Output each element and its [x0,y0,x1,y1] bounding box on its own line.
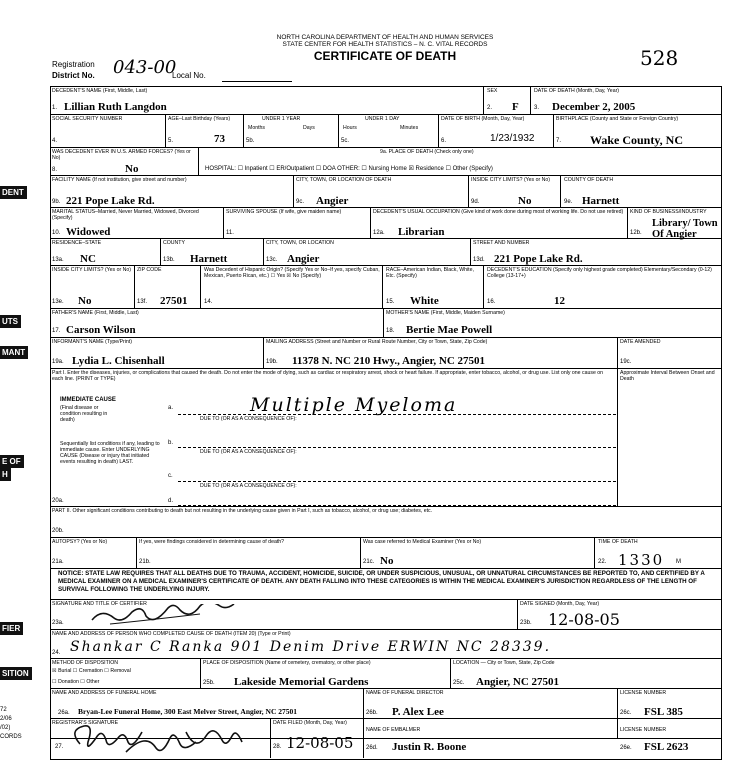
inside-city-limits: No [518,195,532,207]
disposition-options: ☒ Burial ☐ Cremation ☐ Removal [52,668,131,674]
residence-street: 221 Pope Lake Rd. [494,253,583,265]
notice-text: NOTICE: STATE LAW REQUIRES THAT ALL DEATHS DUE TO TRAUMA, ACCIDENT, HOMICIDE, SUICIDE, OR UNDER SUSPICIOUS, UNUSUAL, OR UNNATURAL CIRCUMSTANCES BE REPORTED TO, AND CERTIFIED BY A MEDICAL EXAMINER ON A MEDICAL EXAMINER'S CERTIFICATE OF DEATH. ANY DEATH FALLING INTO THESE CATEGORIES IS WITHIN THE MEDICAL EXAMINER'S JURISDICTION REGARDLESS OF THE LENGTH OF SURVIVAL FOLLOWING THE UNDERLYING INJURY. [58,570,705,593]
district-label: District No. [52,71,95,80]
residence-state: NC [80,253,96,265]
zip-label: ZIP CODE [137,267,162,273]
mailing-address: 11378 N. NC 210 Hwy., Angier, NC 27501 [292,355,486,367]
place-of-disposition: Lakeside Memorial Gardens [234,676,369,688]
disposition-method-label: METHOD OF DISPOSITION [52,660,118,666]
side-tab-informant: MANT [0,346,28,359]
agency-line-1: NORTH CAROLINA DEPARTMENT OF HEALTH AND HUMAN SERVICES [276,34,494,41]
armed-forces-label: WAS DECEDENT EVER IN U.S. ARMED FORCES? (Yes or No) [52,149,191,161]
immediate-cause-label: IMMEDIATE CAUSE [60,397,116,403]
director-label: NAME OF FUNERAL DIRECTOR [366,690,444,696]
embalmer-label: NAME OF EMBALMER [366,727,421,733]
director-license: FSL 385 [644,706,683,718]
residence-city-label: CITY, TOWN, OR LOCATION [266,240,334,246]
place-of-disposition-label: PLACE OF DISPOSITION (Name of cemetery, crematory, or other place) [203,660,371,666]
certificate-number: 528 [640,46,679,70]
interval-label: Approximate Interval Between Onset and Death [620,370,715,382]
funeral-home: Bryan-Lee Funeral Home, 300 East Melver Street, Angier, NC 27501 [78,707,297,716]
registration-label: Registration [52,60,95,69]
city-of-death: Angier [316,195,349,207]
mother-label: MOTHER'S NAME (First, Middle, Maiden Surname) [386,310,505,316]
part-2-text: PART II. Other significant conditions contributing to death but not resulting in the underlying cause given in Part I, such as tobacco, alcohol, or drug use; diabetes, etc. [52,508,433,514]
completer-label: NAME AND ADDRESS OF PERSON WHO COMPLETED CAUSE OF DEATH (ITEM 20) (Type or Print) [52,631,291,637]
side-tab-disposition: SITION [0,667,32,680]
date-signed-label: DATE SIGNED (Month, Day, Year) [520,601,600,607]
date-filed: 12-08-05 [286,734,354,752]
immediate-cause-sub: (Final disease or condition resulting in death) [60,405,108,423]
res-inside-city-label: INSIDE CITY LIMITS? (Yes or No) [52,267,131,273]
ssn-label: SOCIAL SECURITY NUMBER [52,116,123,122]
margin-code-4: CORDS [0,734,22,740]
age-value: 73 [214,133,225,145]
street-label: STREET AND NUMBER [473,240,530,246]
time-of-death: 1330 [618,551,665,569]
residence-state-label: RESIDENCE–STATE [52,240,102,246]
occupation-label: DECEDENT'S USUAL OCCUPATION (Give kind of work done during most of working life. Do not use retired) [373,209,624,215]
place-of-death-label: 9a. PLACE OF DEATH (Check only one) [380,149,474,155]
decedent-name: Lillian Ruth Langdon [64,101,167,113]
agency-line-2: STATE CENTER FOR HEALTH STATISTICS – N. C. VITAL RECORDS [282,41,488,48]
margin-code-2: 2/06 [0,716,12,722]
informant-label: INFORMANT'S NAME (Type/Print) [52,339,132,345]
margin-code-1: 72 [0,707,7,713]
hours-label: Hours [343,125,357,131]
license-label-1: LICENSE NUMBER [620,690,667,696]
residence-county: Harnett [190,253,228,265]
under-1-year-label: UNDER 1 YEAR [262,116,301,122]
kind-of-business: Library/ Town Of Angier [652,218,718,240]
under-1-day-label: UNDER 1 DAY [365,116,400,122]
education: 12 [554,295,565,307]
age-label: AGE–Last Birthday (Years) [168,116,231,122]
date-amended-label: DATE AMENDED [620,339,661,345]
informant-name: Lydia L. Chisenhall [72,355,165,367]
city-of-death-label: CITY, TOWN, OR LOCATION OF DEATH [296,177,392,183]
date-filed-label: DATE FILED (Month, Day, Year) [273,720,347,726]
certifier-signature-image [90,604,240,628]
marital-status: Widowed [66,226,111,238]
side-tab-cause-of: E OF [0,455,24,468]
mailing-address-label: MAILING ADDRESS (Street and Number or Rural Route Number, City or Town, State, Zip Code) [266,339,488,345]
district-number: 043-00 [113,57,177,78]
due-to-a: DUE TO (OR AS A CONSEQUENCE OF): [200,416,297,422]
res-inside-city: No [78,295,92,307]
cause-a: Multiple Myeloma [250,394,458,416]
margin-code-3: /02) [0,725,11,731]
sex-label: SEX [487,88,498,94]
side-tab-decedent: DENT [0,186,27,199]
date-of-death: December 2, 2005 [552,101,636,113]
county-label: COUNTY [163,240,185,246]
minutes-label: Minutes [400,125,419,131]
side-tab-certifier: FIER [0,622,23,635]
hispanic-origin-label: Was Decedent of Hispanic Origin? (Specify Yes or No–If yes, specify Cuban, Mexican, Puerto Rican, etc.) ☐ Yes ☒ No (Specify) [204,267,380,279]
medical-examiner-label: Was case referred to Medical Examiner (Yes or No) [363,539,482,545]
place-of-death-options: HOSPITAL: ☐ Inpatient ☐ ER/Outpatient ☐ DOA OTHER: ☐ Nursing Home ☒ Residence ☐ Other (Specify) [205,166,493,172]
father-name: Carson Wilson [66,324,136,336]
months-label: Months [248,125,266,131]
birthplace: Wake County, NC [590,133,684,147]
embalmer-name: Justin R. Boone [392,741,467,753]
business-label: KIND OF BUSINESS/INDUSTRY [630,209,707,215]
registrar-signature-label: REGISTRAR'S SIGNATURE [52,720,119,726]
time-suffix: M [676,559,681,565]
mother-name: Bertie Mae Powell [406,324,493,336]
education-label: DECEDENT'S EDUCATION (Specify only highest grade completed) Elementary/Secondary (0-12) College (13-17+) [487,267,712,279]
completer-name-address: Shankar C Ranka 901 Denim Drive ERWIN NC 28339. [70,639,552,655]
findings-label: If yes, were findings considered in determining cause of death? [139,539,285,545]
local-number-label: Local No. [172,71,206,80]
signature-label: SIGNATURE AND TITLE OF CERTIFIER [52,601,147,607]
side-tab-death: H [0,468,11,481]
inside-city-label: INSIDE CITY LIMITS? (Yes or No) [471,177,550,183]
date-signed: 12-08-05 [548,610,620,629]
county-of-death-label: COUNTY OF DEATH [564,177,614,183]
license-label-2: LICENSE NUMBER [620,727,667,733]
armed-forces: No [125,163,139,175]
disposition-options-2: ☐ Donation ☐ Other [52,679,100,685]
certificate-title: CERTIFICATE OF DEATH [313,49,457,63]
funeral-director: P. Alex Lee [392,706,444,718]
zip-code: 27501 [160,295,188,307]
date-of-death-label: DATE OF DEATH (Month, Day, Year) [534,88,620,94]
part-1-instructions: Part I. Enter the diseases, injuries, or complications that caused the death. Do not enter the mode of dying, such as cardiac or respiratory arrest, shock or heart failure. If appropriate, enter tobacco, alcohol, or drug use. List only one cause on each line. (PRINT or TYPE) [52,370,604,382]
race-label: RACE–American Indian, Black, White, Etc. (Specify) [386,267,474,279]
county-of-death: Harnett [582,195,620,207]
dob-label: DATE OF BIRTH (Month, Day, Year) [441,116,525,122]
marital-status-label: MARITAL STATUS–Married, Never Married, Widowed, Divorced (Specify) [52,209,199,221]
decedent-name-label: DECEDENT'S NAME (First, Middle, Last) [52,88,148,94]
race: White [410,295,439,307]
embalmer-license: FSL 2623 [644,741,689,753]
due-to-c: DUE TO (OR AS A CONSEQUENCE OF): [200,483,297,489]
autopsy-label: AUTOPSY? (Yes or No) [52,539,108,545]
time-of-death-label: TIME OF DEATH [598,539,638,545]
facility: 221 Pope Lake Rd. [66,195,155,207]
date-of-birth: 1/23/1932 [490,133,535,144]
registrar-signature-image [66,722,266,758]
residence-city: Angier [287,253,320,265]
days-label: Days [303,125,315,131]
sex-value: F [512,101,519,113]
due-to-b: DUE TO (OR AS A CONSEQUENCE OF): [200,449,297,455]
occupation: Librarian [398,226,445,238]
side-tab-parents: UTS [0,315,21,328]
surviving-spouse-label: SURVIVING SPOUSE (If wife, give maiden name) [226,209,342,215]
location-label: LOCATION — City or Town, State, Zip Code [453,660,555,666]
sequential-conditions-label: Sequentially list conditions if any, leading to immediate cause. Enter UNDERLYING CAUSE (Disease or injury that initiated events resulting in death) LAST. [60,441,160,465]
medical-examiner: No [380,555,394,567]
facility-label: FACILITY NAME (If not institution, give street and number) [52,177,187,183]
birthplace-label: BIRTHPLACE (County and State or Foreign Country) [556,116,679,122]
disposition-location: Angier, NC 27501 [476,676,560,688]
funeral-home-label: NAME AND ADDRESS OF FUNERAL HOME [52,690,157,696]
father-label: FATHER'S NAME (First, Middle, Last) [52,310,139,316]
